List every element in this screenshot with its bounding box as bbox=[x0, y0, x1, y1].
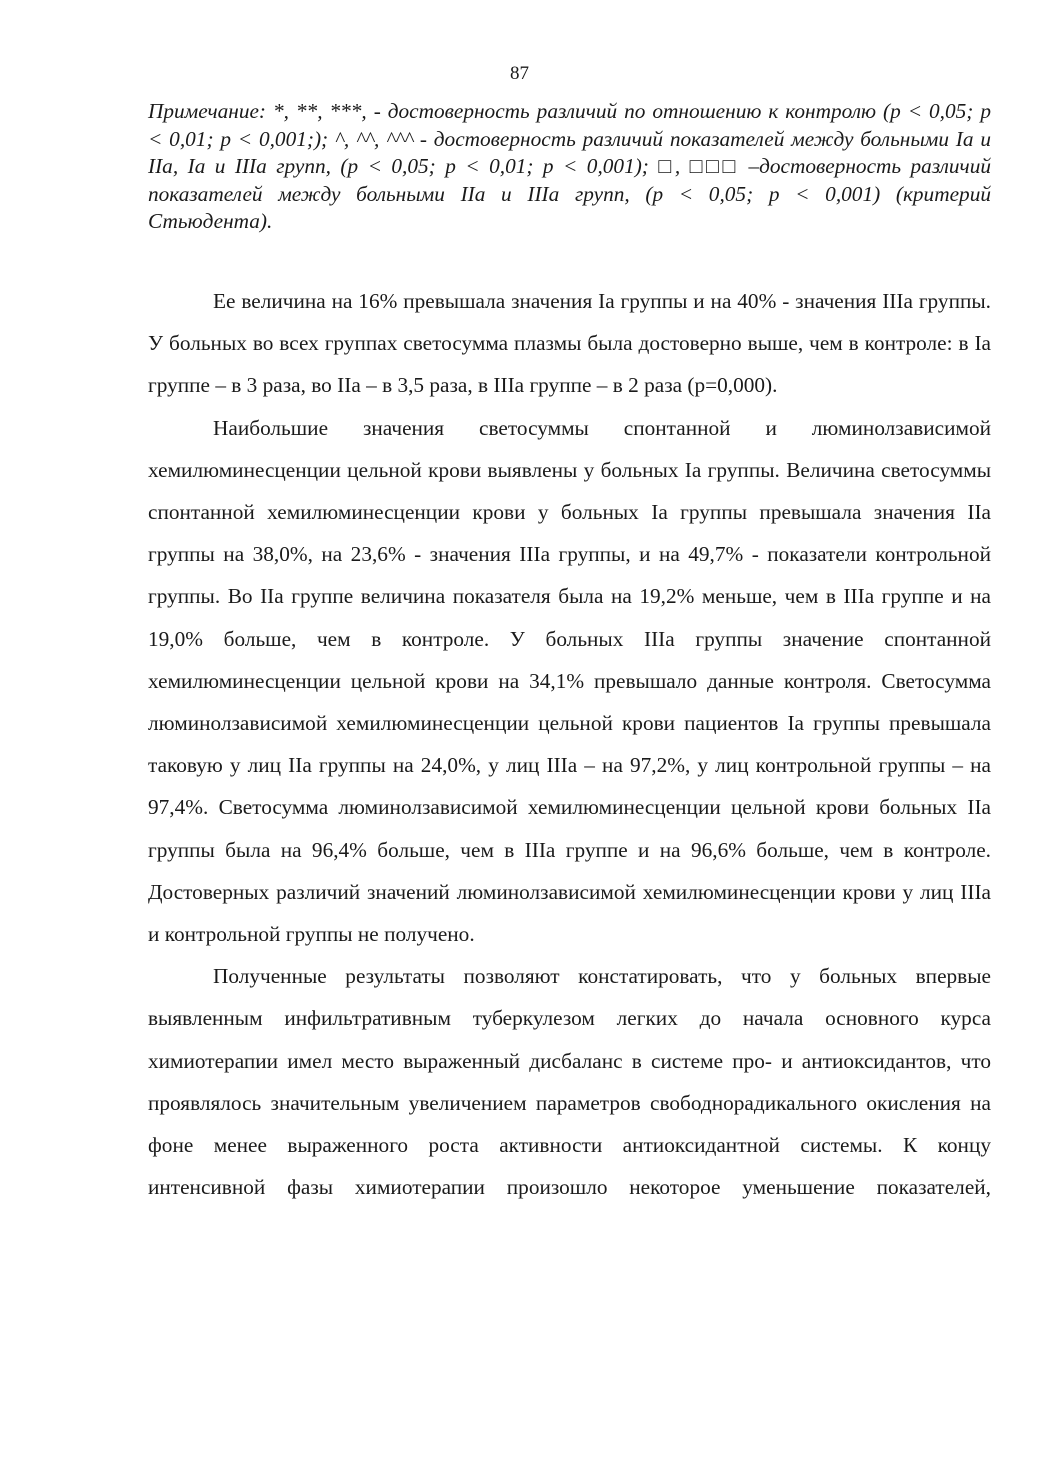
table-footnote: Примечание: *, **, ***, - достоверность различий по отношению к контролю (р < 0,05; р < 0,01; р < 0,001;); ^, ^^, ^^^ - достоверность различий показателей между больными Ia и IIa, Ia и IIIa групп, (р < 0,05; р < 0,01; р < 0,001); □, □□□ –достоверность различий показателей между больными IIa и IIIa групп, (р < 0,05; р < 0,001) (критерий Стьюдента). bbox=[148, 99, 991, 233]
paragraph: Ее величина на 16% превышала значения Ia группы и на 40% - значения IIIa группы. У больных во всех группах светосумма плазмы была достоверно выше, чем в контроле: в Ia группе – в 3 раза, во IIa – в 3,5 раза, в IIIa группе – в 2 раза (р=0,000). bbox=[148, 289, 991, 398]
paragraph: Полученные результаты позволяют констатировать, что у больных впервые выявленным инфильтративным туберкулезом легких до начала основного курса химиотерапии имел место выраженный дисбаланс в системе про- и антиоксидантов, что проявлялось значительным увеличением параметров свободнорадикального окисления на фоне менее выраженного роста активности антиоксидантной системы. К концу интенсивной фазы химиотерапии произошло некоторое уменьшение показателей, bbox=[148, 964, 991, 1200]
page-number: 87 bbox=[510, 63, 529, 84]
paragraph: Наибольшие значения светосуммы спонтанной и люминолзависимой хемилюминесценции цельной крови выявлены у больных Ia группы. Величина светосуммы спонтанной хемилюминесценции крови у больных Ia группы превышала значения IIa группы на 38,0%, на 23,6% - значения IIIa группы, и на 49,7% - показатели контрольной группы. Во IIa группе величина показателя была на 19,2% меньше, чем в IIIa группе и на 19,0% больше, чем в контроле. У больных IIIa группы значение спонтанной хемилюминесценции цельной крови на 34,1% превышало данные контроля. Светосумма люминолзависимой хемилюминесценции цельной крови пациентов Ia группы превышала таковую у лиц IIa группы на 24,0%, у лиц IIIa – на 97,2%, у лиц контрольной группы – на 97,4%. Светосумма люминолзависимой хемилюминесценции цельной крови больных IIa группы была на 96,4% больше, чем в IIIa группе и на 96,6% больше, чем в контроле. Достоверных различий значений люминолзависимой хемилюминесценции крови у лиц IIIa и контрольной группы не получено. bbox=[148, 415, 991, 947]
body-text bbox=[148, 280, 991, 1208]
